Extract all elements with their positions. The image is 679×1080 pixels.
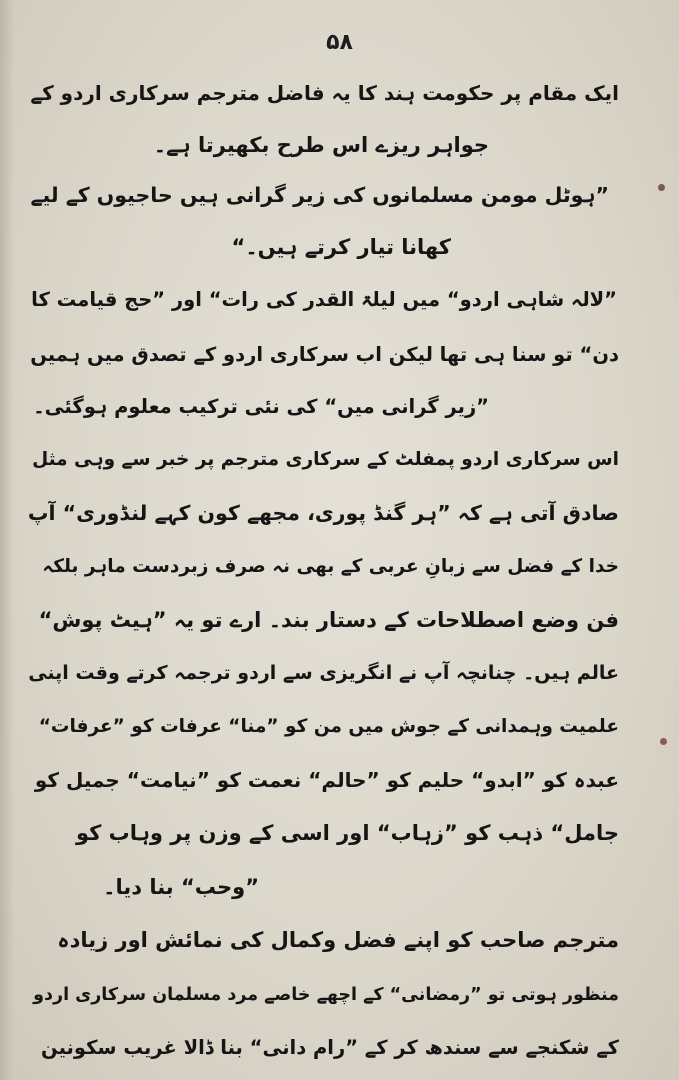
text-line: ”ہوٹل مومن مسلمانوں کی زیر گرانی ہیں حاجیوں کے لیے [30, 183, 609, 207]
text-line: ”زیر گرانی میں“ کی نئی ترکیب معلوم ہوگئی۔ [33, 395, 489, 418]
text-line: عبدہ کو ”ابدو“ حلیم کو ”حالم“ نعمت کو ”نیامت“ جمیل کو [34, 768, 619, 792]
text-line: خدا کے فضل سے زبانِ عربی کے بھی نہ صرف زبردست ماہر بلکہ [42, 556, 619, 577]
text-line: علمیت وہمدانی کے جوش میں من کو ”منا“ عرفات کو ”عرفات“ [38, 716, 619, 737]
text-line: عالم ہیں۔ چنانچہ آپ نے انگریزی سے اردو ترجمہ کرتے وقت اپنی [28, 662, 619, 684]
paper-stain [660, 738, 667, 745]
text-line: ”لالہ شاہی اردو“ میں لیلۃ القدر کی رات“ اور ”حج قیامت کا [31, 288, 617, 311]
text-line: دن“ تو سنا ہی تھا لیکن اب سرکاری اردو کے تصدق میں ہمیں [30, 343, 619, 366]
text-line: فن وضع اصطلاحات کے دستار بند۔ ارے تو یہ ”ہیٹ پوش“ [38, 608, 619, 632]
text-line: جامل“ ذہب کو ”زہاب“ اور اسی کے وزن پر وہاب کو [75, 821, 619, 845]
page-number: ۵۸ [326, 30, 353, 55]
text-line: منظور ہوتی تو ”رمضانی“ کے اچھے خاصے مرد مسلمان سرکاری اردو [33, 985, 619, 1005]
text-line: ”وحب“ بنا دیا۔ [103, 875, 259, 899]
text-line: ایک مقام پر حکومت ہند کا یہ فاضل مترجم سرکاری اردو کے [30, 81, 619, 105]
text-line: جواہر ریزے اس طرح بکھیرتا ہے۔ [153, 133, 489, 157]
text-line: کے شکنجے سے سندھ کر کے ”رام دانی“ بنا ڈالا غریب سکونین [41, 1036, 619, 1059]
text-line: صادق آتی ہے کہ ”ہر گنڈ پوری، مجھے کون کہے لنڈوری“ آپ [27, 501, 619, 525]
text-line: کھانا تیار کرتے ہیں۔“ [231, 235, 451, 259]
text-line: اس سرکاری اردو پمفلٹ کے سرکاری مترجم پر خبر سے وہی مثل [32, 449, 619, 470]
text-line: مترجم صاحب کو اپنے فضل وکمال کی نمائش اور زیادہ [57, 928, 619, 952]
paper-stain [658, 184, 665, 191]
